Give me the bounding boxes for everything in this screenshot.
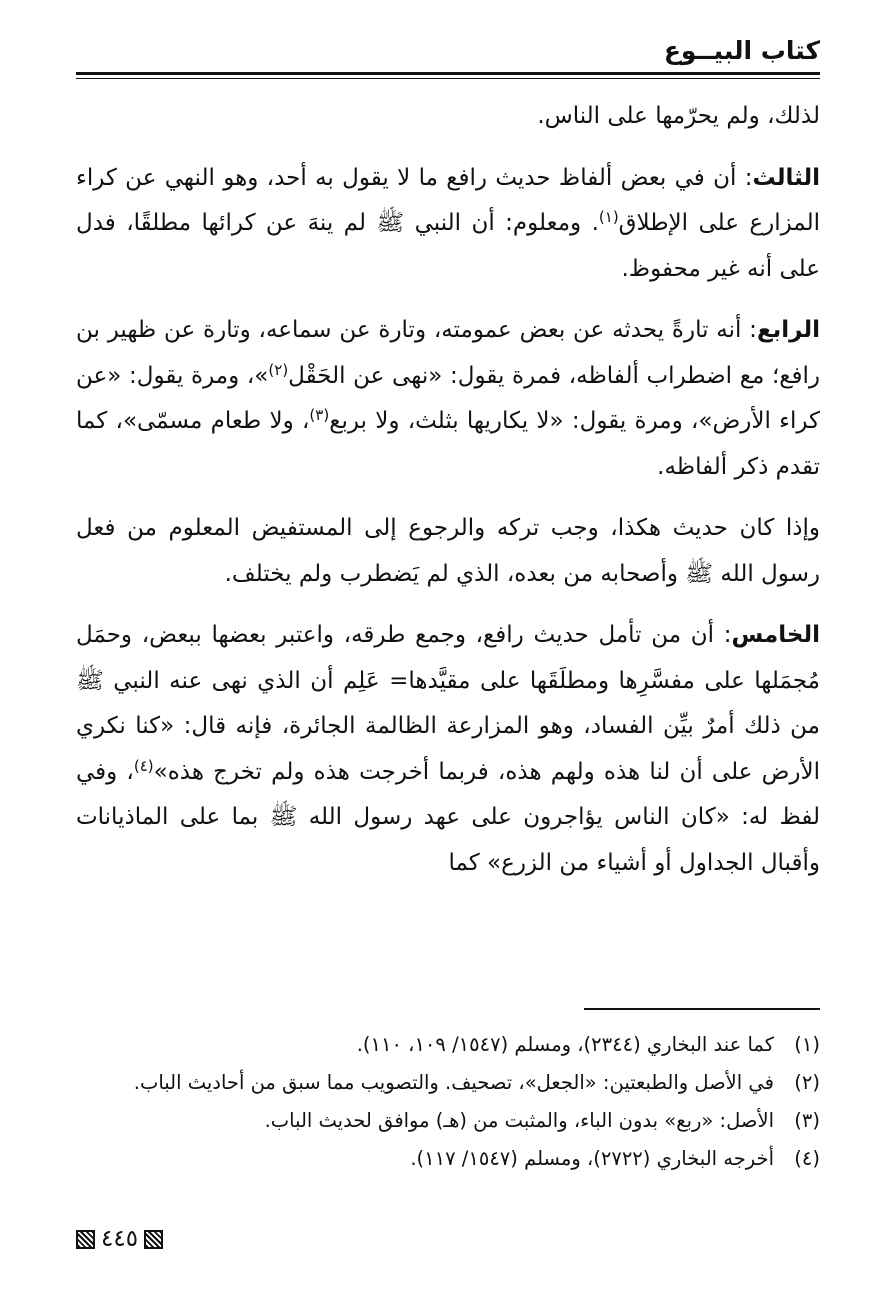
ornament-icon — [76, 1230, 95, 1249]
footnote-3 — [76, 1102, 820, 1140]
footnote-text: أخرجه البخاري (٢٧٢٢)، ومسلم (١٥٤٧/ ١١٧). — [410, 1147, 774, 1170]
paragraph-term: الرابع — [756, 317, 820, 343]
footnote-number: (٤) — [794, 1147, 820, 1170]
book-page — [76, 0, 820, 1290]
running-head: كتاب البيــوع — [663, 36, 820, 65]
footnote-ref-3[interactable]: (٣) — [309, 406, 330, 424]
header-rule-thin — [76, 78, 820, 79]
paragraph-1: لذلك، ولم يحرّمها على الناس. — [537, 103, 820, 129]
header-rule-thick — [76, 72, 820, 75]
paragraph-text: ، ولا طعام مسمّى»، كما تقدم ذكر ألفاظه. — [76, 408, 820, 480]
paragraph-2 — [76, 156, 820, 293]
paragraph-term: الخامس — [731, 622, 820, 648]
paragraph-text: . ومعلوم: أن النبي ﷺ لم ينهَ عن كرائها مطلقًا، فدل على أنه غير محفوظ. — [76, 210, 820, 282]
footnote-1 — [76, 1026, 820, 1064]
footnote-4 — [76, 1140, 820, 1178]
footnote-text: الأصل: «ربع» بدون الباء، والمثبت من (هـ) موافق لحديث الباب. — [264, 1109, 774, 1132]
paragraph-term: الثالث — [752, 164, 820, 191]
ornament-icon — [144, 1230, 163, 1249]
footnote-number: (٢) — [794, 1071, 820, 1094]
paragraph-text: ، وفي لفظ له: «كان الناس يؤاجرون على عهد رسول الله ﷺ بما على الماذيانات وأقبال الجداول أو أشياء من الزرع» كما — [76, 758, 820, 876]
paragraph-text: : أن من تأمل حديث رافع، وجمع طرقه، واعتبر بعضها ببعض، وحمَل مُجمَلها على مفسَّرِها ومطلَقَها على مقيَّدها= عَلِم أن الذي نهى عنه النبي ﷺ من ذلك أمرٌ بيِّن الفساد، وهو المزارعة الظالمة الجائرة، فإنه قال: «كنا نكري الأرض على أن لنا هذه ولهم هذه، فربما أخرجت هذه ولم تخرج هذه» — [76, 622, 820, 785]
paragraph-5 — [76, 613, 820, 886]
page-number: ٤٤٥ — [101, 1226, 139, 1252]
page-folio — [76, 1226, 163, 1252]
paragraph-3 — [76, 308, 820, 490]
footnote-number: (٣) — [794, 1109, 820, 1132]
footnote-text: كما عند البخاري (٢٣٤٤)، ومسلم (١٥٤٧/ ١٠٩، ١١٠). — [356, 1033, 774, 1056]
paragraph-text: : أنه تارةً يحدثه عن بعض عمومته، وتارة عن سماعه، وتارة عن ظهير بن رافع؛ مع اضطراب ألفاظه، فمرة يقول: «نهى عن الحَقْل — [76, 317, 821, 389]
paragraph-text: »، ومرة يقول: «عن كراء الأرض»، ومرة يقول: «لا يكاريها بثلث، ولا بربع — [76, 362, 820, 434]
footnote-text: في الأصل والطبعتين: «الجعل»، تصحيف. والتصويب مما سبق من أحاديث الباب. — [133, 1071, 774, 1094]
footnote-ref-4[interactable]: (٤) — [133, 756, 154, 775]
footnote-2 — [76, 1064, 820, 1102]
footnote-number: (١) — [794, 1033, 820, 1056]
footnote-separator — [584, 1008, 820, 1010]
footnotes — [76, 1026, 820, 1178]
footnote-ref-1[interactable]: (١) — [598, 208, 619, 226]
paragraph-text: : أن في بعض ألفاظ حديث رافع ما لا يقول به أحد، وهو النهي عن كراء المزارع على الإطلاق — [76, 164, 820, 236]
main-text — [76, 94, 820, 886]
footnote-ref-2[interactable]: (٢) — [268, 360, 289, 379]
paragraph-4: وإذا كان حديث هكذا، وجب تركه والرجوع إلى المستفيض المعلوم من فعل رسول الله ﷺ وأصحابه من بعده، الذي لم يَضطرب ولم يختلف. — [76, 515, 820, 587]
